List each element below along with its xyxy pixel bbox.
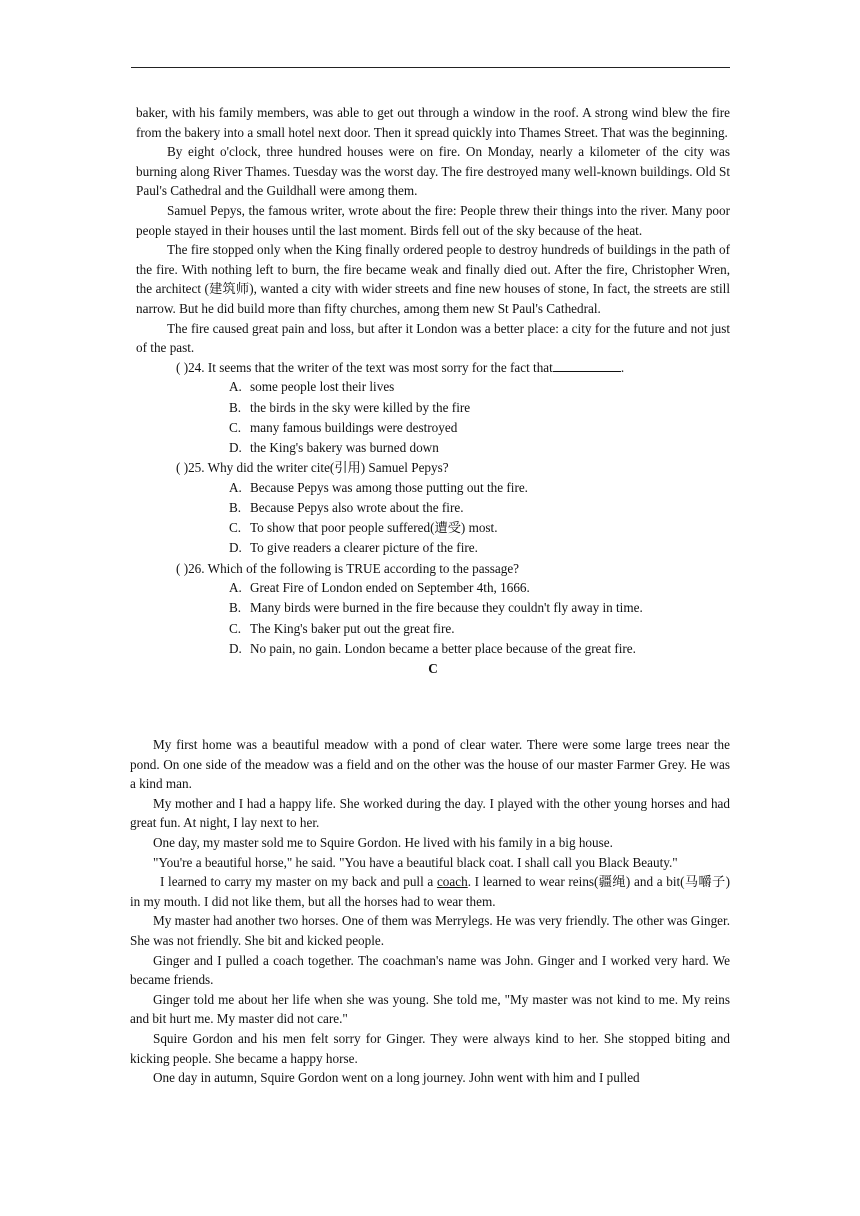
question-26: [136, 559, 730, 659]
underlined-word: coach: [436, 874, 468, 890]
option-c: C. many famous buildings were destroyed: [229, 419, 458, 435]
option-b: B. the birds in the sky were killed by the fire: [229, 399, 471, 415]
passage-c-paragraph: Ginger told me about her life when she was young. She told me, "My master was not kind to me. My reins and bit hurt me. My master did not care.": [130, 991, 730, 1027]
answer-blank: [553, 359, 621, 372]
option-d: D. No pain, no gain. London became a better place because of the great fire.: [229, 640, 636, 656]
question-stem: ( )26. Which of the following is TRUE according to the passage?: [176, 560, 520, 576]
question-24: [136, 358, 730, 458]
option-a: A. Because Pepys was among those putting out the fire.: [229, 479, 528, 495]
option-a: A. some people lost their lives: [229, 379, 395, 395]
option-b: B. Many birds were burned in the fire because they couldn't fly away in time.: [229, 600, 643, 616]
option-d: D. the King's bakery was burned down: [229, 439, 439, 455]
passage-c-paragraph: "You're a beautiful horse," he said. "You have a beautiful black coat. I shall call you Black Beauty.": [153, 854, 678, 870]
passage-b-paragraph: The fire caused great pain and loss, but after it London was a better place: a city for the future and not just of the past.: [136, 320, 730, 356]
passage-c-paragraph: My master had another two horses. One of them was Merrylegs. He was very friendly. The other was Ginger. She was not friendly. She bit and kicked people.: [130, 913, 730, 948]
passage-c-paragraph: My mother and I had a happy life. She worked during the day. I played with the other young horses and had great fun. At night, I lay next to her.: [130, 795, 730, 831]
question-25: [136, 458, 730, 558]
passage-b: [136, 103, 730, 679]
passage-c-paragraph: One day, my master sold me to Squire Gordon. He lived with his family in a big house.: [153, 834, 613, 850]
option-c: C. To show that poor people suffered(遭受) most.: [229, 520, 498, 536]
passage-b-paragraph: baker, with his family members, was able to get out through a window in the roof. A strong wind blew the fire from the bakery into a small hotel next door. Then it spread quickly into Thames Street. That was the beginning.: [136, 105, 730, 140]
passage-c-paragraph: Ginger and I pulled a coach together. The coachman's name was John. Ginger and I worked very hard. We became friends.: [130, 952, 730, 988]
option-a: A. Great Fire of London ended on September 4th, 1666.: [229, 580, 530, 596]
passage-c-paragraph: Squire Gordon and his men felt sorry for Ginger. They were always kind to her. She stopped biting and kicking people. She became a happy horse.: [130, 1030, 730, 1066]
passage-c-paragraph: My first home was a beautiful meadow with a pond of clear water. There were some large trees near the pond. On one side of the meadow was a field and on the other was the house of our master Farmer Grey. He was a kind man.: [130, 737, 730, 792]
option-b: B. Because Pepys also wrote about the fire.: [229, 499, 464, 515]
header-rule: [131, 67, 730, 68]
option-c: C. The King's baker put out the great fire.: [229, 620, 455, 636]
passage-b-paragraph: The fire stopped only when the King finally ordered people to destroy hundreds of buildings in the path of the fire. With nothing left to burn, the fire became weak and finally died out. After the fire, Christopher Wren, the architect (建筑师), wanted a city with wider streets and fine new houses of stone, In fact, the streets are still narrow. But he did build more than fifty churches, among them new St Paul's Cathedral.: [136, 242, 730, 316]
passage-c-paragraph: I learned to carry my master on my back and pull a coach. I learned to wear reins(疆绳) and a bit(马嚼子) in my mouth. I did not like them, but all the horses had to wear them.: [130, 874, 730, 909]
option-d: D. To give readers a clearer picture of the fire.: [229, 540, 478, 556]
question-stem: ( )24. It seems that the writer of the text was most sorry for the fact that .: [176, 359, 625, 375]
passage-b-paragraph: By eight o'clock, three hundred houses were on fire. On Monday, nearly a kilometer of the city was burning along River Thames. Tuesday was the worst day. The fire destroyed many well-known buildings. Old St Paul's Cathedral and the Guildhall were among them.: [136, 144, 730, 199]
section-heading: C: [428, 660, 438, 676]
passage-b-paragraph: Samuel Pepys, the famous writer, wrote about the fire: People threw their things into the river. Many poor people stayed in their houses until the last moment. Birds fell out of the sky because of the heat.: [136, 202, 730, 238]
question-stem: ( )25. Why did the writer cite(引用) Samuel Pepys?: [176, 460, 449, 476]
passage-c: [130, 735, 730, 1088]
passage-c-paragraph: One day in autumn, Squire Gordon went on a long journey. John went with him and I pulled: [153, 1070, 640, 1086]
